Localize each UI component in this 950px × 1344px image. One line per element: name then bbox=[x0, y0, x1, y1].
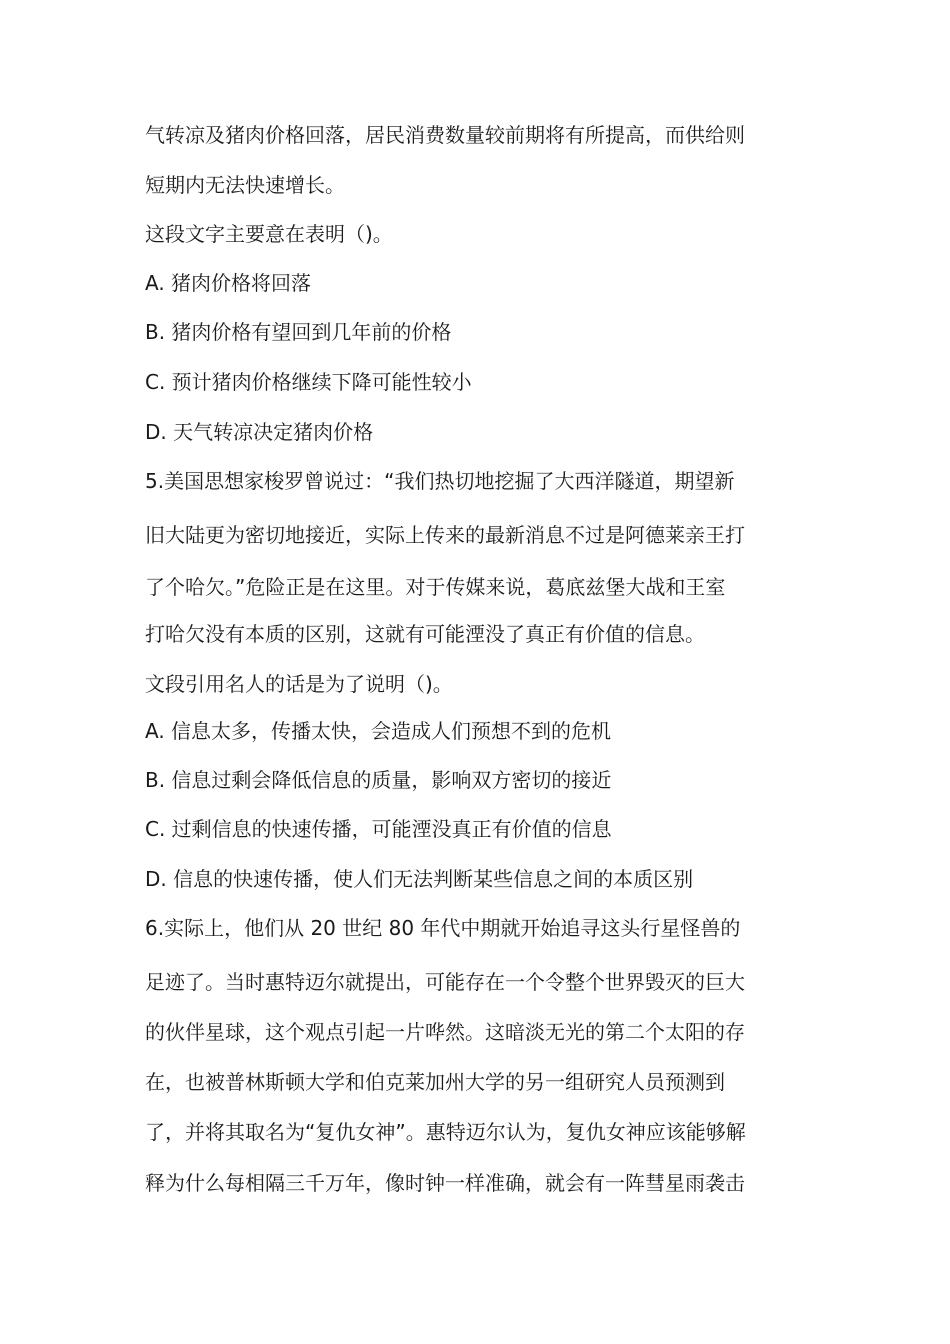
text-line: 气转凉及猪肉价格回落，居民消费数量较前期将有所提高，而供给则 bbox=[145, 123, 745, 147]
question-5-text: 5.美国思想家梭罗曾说过：“我们热切地挖掘了大西洋隧道，期望新 bbox=[145, 469, 735, 493]
text-line: 足迹了。当时惠特迈尔就提出，可能存在一个令整个世界毁灭的巨大 bbox=[145, 970, 745, 994]
option-a: A. 信息太多，传播太快，会造成人们预想不到的危机 bbox=[145, 719, 612, 743]
option-b: B. 猪肉价格有望回到几年前的价格 bbox=[145, 320, 452, 344]
text-line: 旧大陆更为密切地接近，实际上传来的最新消息不过是阿德莱亲王打 bbox=[145, 523, 745, 547]
text-line: 了个哈欠。”危险正是在这里。对于传媒来说，葛底兹堡大战和王室 bbox=[145, 575, 726, 599]
option-d: D. 信息的快速传播，使人们无法判断某些信息之间的本质区别 bbox=[145, 867, 694, 891]
option-a: A. 猪肉价格将回落 bbox=[145, 271, 312, 295]
text-line: 打哈欠没有本质的区别，这就有可能湮没了真正有价值的信息。 bbox=[145, 622, 705, 646]
text-line: 短期内无法快速增长。 bbox=[145, 173, 345, 197]
option-d: D. 天气转凉决定猪肉价格 bbox=[145, 420, 374, 444]
option-c: C. 过剩信息的快速传播，可能湮没真正有价值的信息 bbox=[145, 817, 612, 841]
question-prompt: 这段文字主要意在表明（)。 bbox=[145, 222, 393, 246]
option-c: C. 预计猪肉价格继续下降可能性较小 bbox=[145, 370, 472, 394]
text-line: 释为什么每相隔三千万年，像时钟一样准确，就会有一阵彗星雨袭击 bbox=[145, 1171, 745, 1195]
text-line: 的伙伴星球，这个观点引起一片哗然。这暗淡无光的第二个太阳的存 bbox=[145, 1020, 745, 1044]
text-line: 了，并将其取名为“复仇女神”。惠特迈尔认为，复仇女神应该能够解 bbox=[145, 1120, 746, 1144]
option-b: B. 信息过剩会降低信息的质量，影响双方密切的接近 bbox=[145, 768, 612, 792]
question-prompt: 文段引用名人的话是为了说明（)。 bbox=[145, 672, 453, 696]
question-6-text: 6.实际上，他们从 20 世纪 80 年代中期就开始追寻这头行星怪兽的 bbox=[145, 916, 741, 940]
text-line: 在，也被普林斯顿大学和伯克莱加州大学的另一组研究人员预测到 bbox=[145, 1070, 725, 1094]
